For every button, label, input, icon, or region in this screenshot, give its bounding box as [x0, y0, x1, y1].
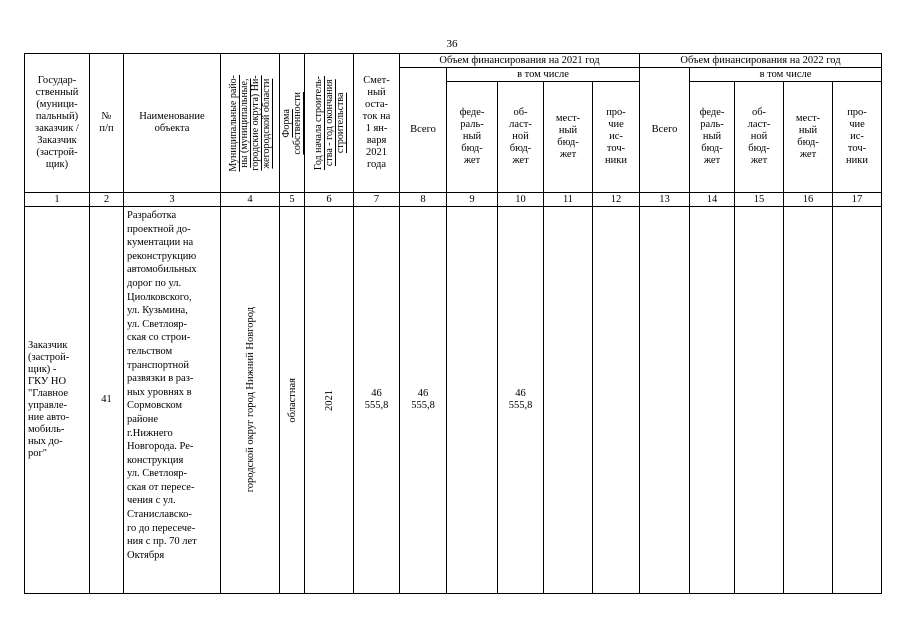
row-object-name: Разработка проектной до- кументации на реконструкцию автомобильных дорог по ул. Циолковского, ул. Кузьмина, ул. Светлояр- ская со строи- тельством транспортной развязки в раз- ных уровнях в Сормовском районе г.Нижнего Новгорода. Ре- конструкция ул. Светлояр- ская от пересе- чения с ул. Станиславско- го до пересече- ния с пр. 70 лет Октября	[124, 207, 221, 594]
header-other-2021: про- чие ис- точ- ники	[593, 82, 640, 193]
header-fin-2021: Объем финансирования на 2021 год	[400, 54, 640, 68]
row-num: 41	[90, 207, 124, 594]
page-number: 36	[446, 38, 458, 50]
financing-table	[24, 53, 882, 594]
header-ownership: Форма собственности	[280, 54, 305, 193]
header-total-2021: Всего	[400, 68, 447, 193]
column-number: 7	[354, 193, 400, 207]
header-local-2022: мест- ный бюд- жет	[784, 82, 833, 193]
row-federal-2021	[447, 207, 498, 594]
column-number: 4	[221, 193, 280, 207]
row-customer: Заказчик (застрой- щик) - ГКУ НО "Главное управле- ние авто- мобиль- ных до- рог"	[25, 207, 90, 594]
column-number: 11	[544, 193, 593, 207]
column-number: 16	[784, 193, 833, 207]
column-number: 5	[280, 193, 305, 207]
header-customer: Государ- ственный (муници- пальный) заказчик / Заказчик (застрой- щик)	[25, 54, 90, 193]
column-number: 6	[305, 193, 354, 207]
header-municipality: Муниципальные райо- ны (муниципальные, городские округа) Ни- жегородской области	[221, 54, 280, 193]
header-regional-2022: об- ласт- ной бюд- жет	[735, 82, 784, 193]
header-regional-2021: об- ласт- ной бюд- жет	[498, 82, 544, 193]
column-number: 8	[400, 193, 447, 207]
column-number: 15	[735, 193, 784, 207]
column-number: 10	[498, 193, 544, 207]
column-number: 17	[833, 193, 882, 207]
header-including-2021: в том числе	[447, 68, 640, 82]
header-including-2022: в том числе	[690, 68, 882, 82]
row-regional-2021: 46 555,8	[498, 207, 544, 594]
table-row	[25, 207, 882, 594]
row-other-2022	[833, 207, 882, 594]
row-other-2021	[593, 207, 640, 594]
row-ownership: областная	[280, 207, 305, 594]
row-local-2022	[784, 207, 833, 594]
column-number: 1	[25, 193, 90, 207]
header-fin-2022: Объем финансирования на 2022 год	[640, 54, 882, 68]
row-federal-2022	[690, 207, 735, 594]
column-number: 2	[90, 193, 124, 207]
row-total-2022	[640, 207, 690, 594]
header-estimate-balance: Смет- ный оста- ток на 1 ян- варя 2021 года	[354, 54, 400, 193]
header-federal-2021: феде- раль- ный бюд- жет	[447, 82, 498, 193]
column-number-row	[25, 193, 882, 207]
row-local-2021	[544, 207, 593, 594]
header-object-name: Наименование объекта	[124, 54, 221, 193]
column-number: 12	[593, 193, 640, 207]
column-number: 3	[124, 193, 221, 207]
row-year: 2021	[305, 207, 354, 594]
header-other-2022: про- чие ис- точ- ники	[833, 82, 882, 193]
header-total-2022: Всего	[640, 68, 690, 193]
header-row-1	[25, 54, 882, 68]
header-years: Год начала строитель- ства - год окончания строительства	[305, 54, 354, 193]
column-number: 13	[640, 193, 690, 207]
row-estimate-balance: 46 555,8	[354, 207, 400, 594]
row-municipality: городской округ город Нижний Новгород	[221, 207, 280, 594]
header-local-2021: мест- ный бюд- жет	[544, 82, 593, 193]
column-number: 9	[447, 193, 498, 207]
header-num: № п/п	[90, 54, 124, 193]
column-number: 14	[690, 193, 735, 207]
row-total-2021: 46 555,8	[400, 207, 447, 594]
row-regional-2022	[735, 207, 784, 594]
header-federal-2022: феде- раль- ный бюд- жет	[690, 82, 735, 193]
